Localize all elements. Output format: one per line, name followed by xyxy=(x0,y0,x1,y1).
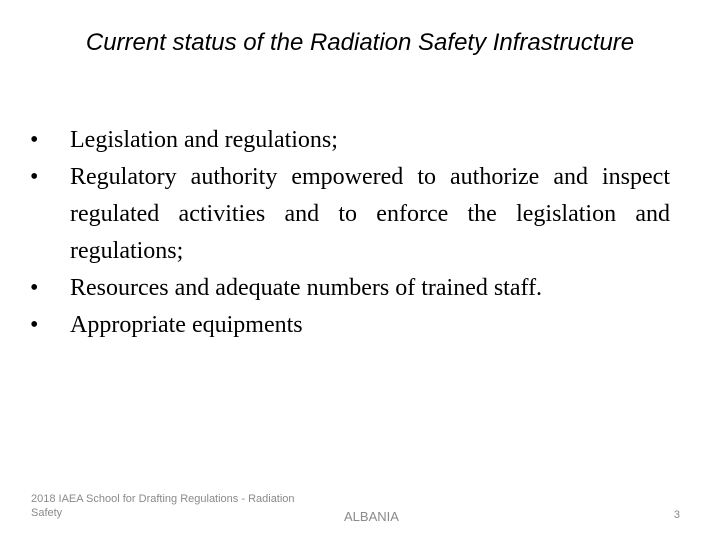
footer-country: ALBANIA xyxy=(344,509,399,524)
bullet-text: Resources and adequate numbers of trained staff. xyxy=(70,275,543,301)
bullet-text: Regulatory authority empowered to authorize and inspect regulated activities and to enforce the legislation and regulations; xyxy=(70,164,670,264)
bullet-icon: • xyxy=(30,164,39,190)
bullet-icon: • xyxy=(30,312,39,338)
bullet-icon: • xyxy=(30,275,39,301)
bullet-text: Legislation and regulations; xyxy=(70,127,338,153)
bullet-icon: • xyxy=(30,127,39,153)
bullet-item xyxy=(30,159,670,270)
bullet-list xyxy=(30,122,670,344)
bullet-item xyxy=(30,270,670,307)
bullet-item xyxy=(30,307,670,344)
slide-title: Current status of the Radiation Safety Infrastructure xyxy=(85,29,635,56)
bullet-text: Appropriate equipments xyxy=(70,312,303,338)
footer-source: 2018 IAEA School for Drafting Regulations - Radiation Safety xyxy=(31,493,295,519)
page-number: 3 xyxy=(673,509,680,521)
bullet-item xyxy=(30,122,670,159)
